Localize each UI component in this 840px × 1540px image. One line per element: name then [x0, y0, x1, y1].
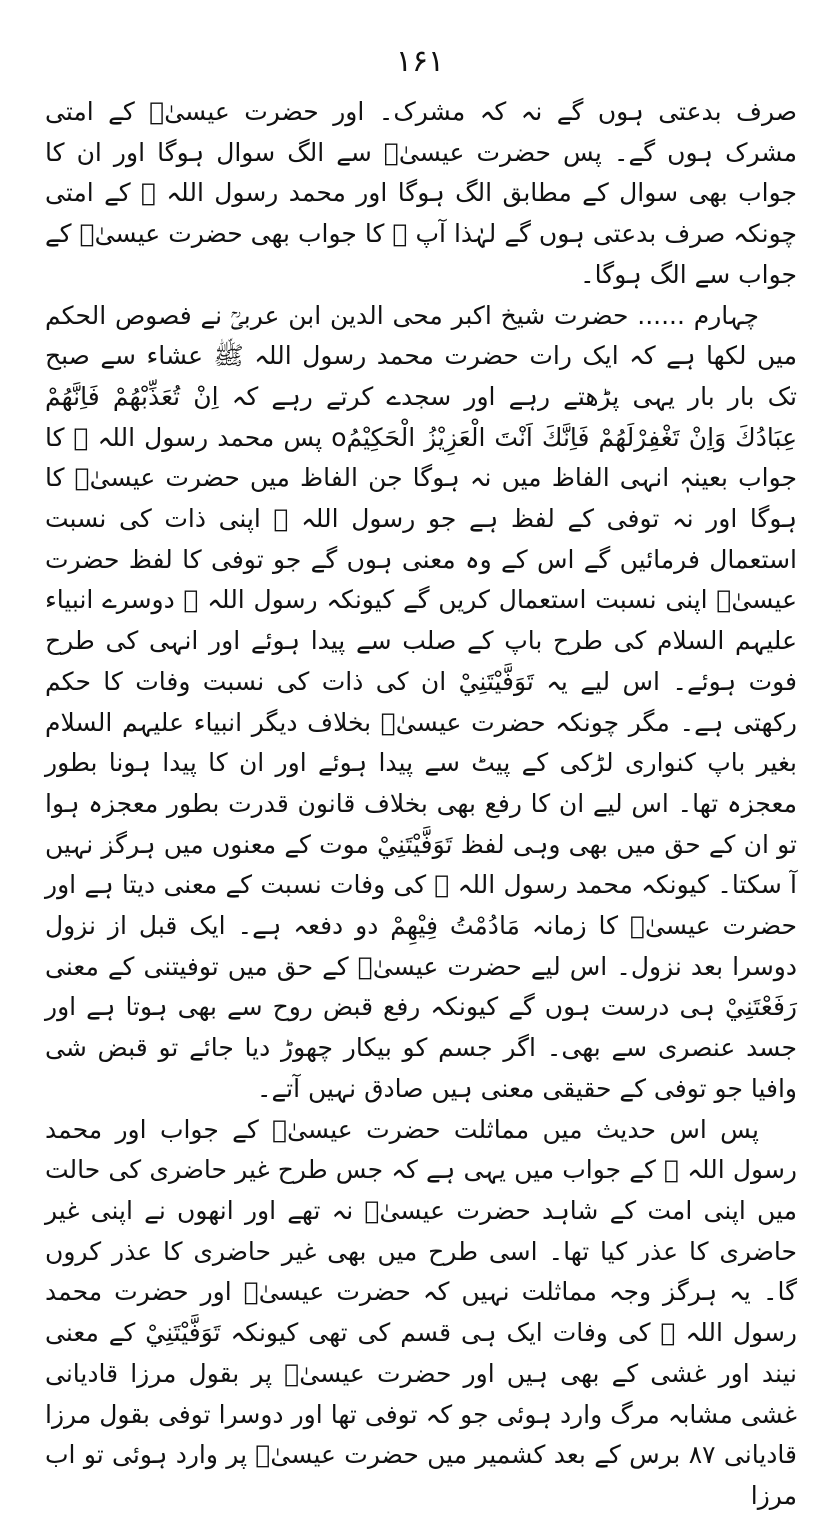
page-number: ۱۶۱ — [395, 44, 445, 79]
paragraph: صرف بدعتی ہوں گے نہ کہ مشرک۔ اور حضرت عیسیٰؑ کے امتی مشرک ہوں گے۔ پس حضرت عیسیٰؑ سے الگ سوال ہوگا اور ان کا جواب بھی سوال کے مطابق الگ ہوگا اور محمد رسول اللہ ﷺ کے امتی چونکہ صرف بدعتی ہوں گے لہٰذا آپ ﷺ کا جواب بھی حضرت عیسیٰؑ کے جواب سے الگ ہوگا۔ — [45, 97, 797, 289]
paragraph: چہارم ...... حضرت شیخ اکبر محی الدین ابن عربیؒ نے فصوص الحکم میں لکھا ہے کہ ایک رات حضرت محمد رسول اللہ ﷺ عشاء سے صبح تک بار بار یہی پڑھتے رہے اور سجدے کرتے رہے کہ اِنْ تُعَذِّبْهُمْ فَاِنَّهُمْ عِبَادُكَ وَاِنْ تَغْفِرْلَهُمْ فَاِنَّكَ اَنْتَ الْعَزِيْزُ الْحَكِيْمُo پس محمد رسول اللہ ﷺ کا جواب بعینہٖ انہی الفاظ میں نہ ہوگا جن الفاظ میں حضرت عیسیٰؑ کا ہوگا اور نہ توفی کے لفظ ہے جو رسول اللہ ﷺ اپنی ذات کی نسبت استعمال فرمائیں گے اس کے وہ معنی ہوں گے جو توفی کا لفظ حضرت عیسیٰؑ اپنی نسبت استعمال کریں گے کیونکہ رسول اللہ ﷺ دوسرے انبیاء علیہم السلام کی طرح باپ کے صلب سے پیدا ہوئے اور انہی کی طرح فوت ہوئے۔ اس لیے یہ تَوَفَّيْتَنِيْ ان کی ذات کی نسبت وفات کا حکم رکھتی ہے۔ مگر چونکہ حضرت عیسیٰؑ بخلاف دیگر انبیاء علیہم السلام بغیر باپ کنواری لڑکی کے پیٹ سے پیدا ہوئے اور ان کا پیدا ہونا بطور معجزہ تھا۔ اس لیے ان کا رفع بھی بخلاف قانون قدرت بطور معجزہ ہوا تو ان کے حق میں بھی وہی لفظ تَوَفَّيْتَنِيْ موت کے معنوں میں ہرگز نہیں آ سکتا۔ کیونکہ محمد رسول اللہ ﷺ کی وفات نسبت کے معنی دیتا ہے اور حضرت عیسیٰؑ کا زمانہ مَادُمْتُ فِيْهِمْ دو دفعہ ہے۔ ایک قبل از نزول دوسرا بعد نزول۔ اس لیے حضرت عیسیٰؑ کے حق میں توفیتنی کے معنی رَفَعْتَنِيْ ہی درست ہوں گے کیونکہ رفع قبض روح سے بھی ہوتا ہے اور جسد عنصری سے بھی۔ اگر جسم کو بیکار چھوڑ دیا جائے تو قبض شی وافیا جو توفی کے حقیقی معنی ہیں صادق نہیں آتے۔ — [45, 300, 797, 1103]
paragraph: پس اس حدیث میں مماثلت حضرت عیسیٰؑ کے جواب اور محمد رسول اللہ ﷺ کے جواب میں یہی ہے کہ جس طرح غیر حاضری کی حالت میں اپنی امت کے شاہد حضرت عیسیٰؑ نہ تھے اور انھوں نے اپنی غیر حاضری کا عذر کیا تھا۔ اسی طرح میں بھی غیر حاضری کا عذر کروں گا۔ یہ ہرگز وجہ مماثلت نہیں کہ حضرت عیسیٰؑ اور حضرت محمد رسول اللہ ﷺ کی وفات ایک ہی قسم کی تھی کیونکہ تَوَفَّيْتَنِيْ کے معنی نیند اور غشی کے بھی ہیں اور حضرت عیسیٰؑ پر بقول مرزا قادیانی غشی مشابہ مرگ وارد ہوئی جو کہ توفی تھا اور دوسرا توفی بقول مرزا قادیانی ۸۷ برس کے بعد کشمیر میں حضرت عیسیٰؑ پر وارد ہوئی تو اب مرزا — [45, 1114, 797, 1510]
body-text — [45, 92, 797, 1517]
